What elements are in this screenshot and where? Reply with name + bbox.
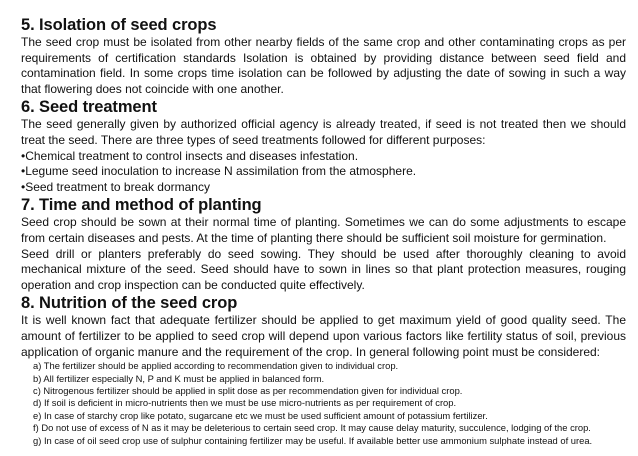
lettered-list	[21, 360, 626, 447]
section-heading: 6. Seed treatment	[21, 98, 157, 117]
section-seed-treatment	[21, 97, 626, 195]
bullet-item: •Chemical treatment to control insects and diseases infestation.	[21, 148, 359, 163]
section-isolation	[21, 15, 626, 97]
list-item: g) In case of oil seed crop use of sulphur containing fertilizer may be useful. If available better use ammonium sulphate instead of urea.	[33, 434, 593, 446]
section-heading: 5. Isolation of seed crops	[21, 16, 217, 34]
section-heading: 8. Nutrition of the seed crop	[21, 294, 238, 313]
list-item: b) All fertilizer especially N, P and K must be applied in balanced form.	[33, 372, 325, 384]
section-paragraph: It is well known fact that adequate fertilizer should be applied to get maximum yield of good quality seed. The amount of fertilizer to be applied to seed crop will depend upon various factors like fertility status of soil, previous application of organic manure and the requirement of the crop. In general following point must be considered:	[21, 313, 626, 359]
section-time-method-planting	[21, 195, 626, 293]
bullet-item: •Seed treatment to break dormancy	[21, 179, 210, 194]
section-nutrition	[21, 293, 626, 447]
section-heading: 7. Time and method of planting	[21, 196, 262, 215]
section-paragraph: Seed crop should be sown at their normal time of planting. Sometimes we can do some adjustments to escape from certain diseases and pests. At the time of planting there should be sufficient soil moisture for germination.	[21, 215, 626, 245]
list-item: d) If soil is deficient in micro-nutrients then we must be use micro-nutrients as per requirement of crop.	[33, 397, 457, 409]
list-item: a) The fertilizer should be applied according to recommendation given to individual crop.	[33, 360, 399, 372]
list-item: e) In case of starchy crop like potato, sugarcane etc we must be used sufficient amount of potassium fertilizer.	[33, 409, 488, 421]
bullet-item: •Legume seed inoculation to increase N assimilation from the atmosphere.	[21, 164, 417, 179]
list-item: f) Do not use of excess of N as it may be deleterious to certain seed crop. It may cause delay maturity, succulence, lodging of the crop.	[33, 422, 591, 434]
section-paragraph: Seed drill or planters preferably do seed sowing. They should be used after thoroughly cleaning to avoid mechanical mixture of the seed. Seed should have to sown in lines so that plant protection measures, rouging operation and crop inspection can be conducted quite effectively.	[21, 246, 626, 292]
section-paragraph: The seed generally given by authorized official agency is already treated, if seed is not treated then we should treat the seed. There are three types of seed treatments followed for different purposes:	[21, 117, 626, 147]
list-item: c) Nitrogenous fertilizer should be applied in split dose as per recommendation given for individual crop.	[33, 384, 463, 396]
section-paragraph: The seed crop must be isolated from other nearby fields of the same crop and other contaminating crops as per requirements of certification standards Isolation is obtained by providing distance between seed field and contamination field. In some crops time isolation can be followed by adjusting the date of sowing in such a way that flowering does not coincide with one another.	[21, 35, 626, 96]
